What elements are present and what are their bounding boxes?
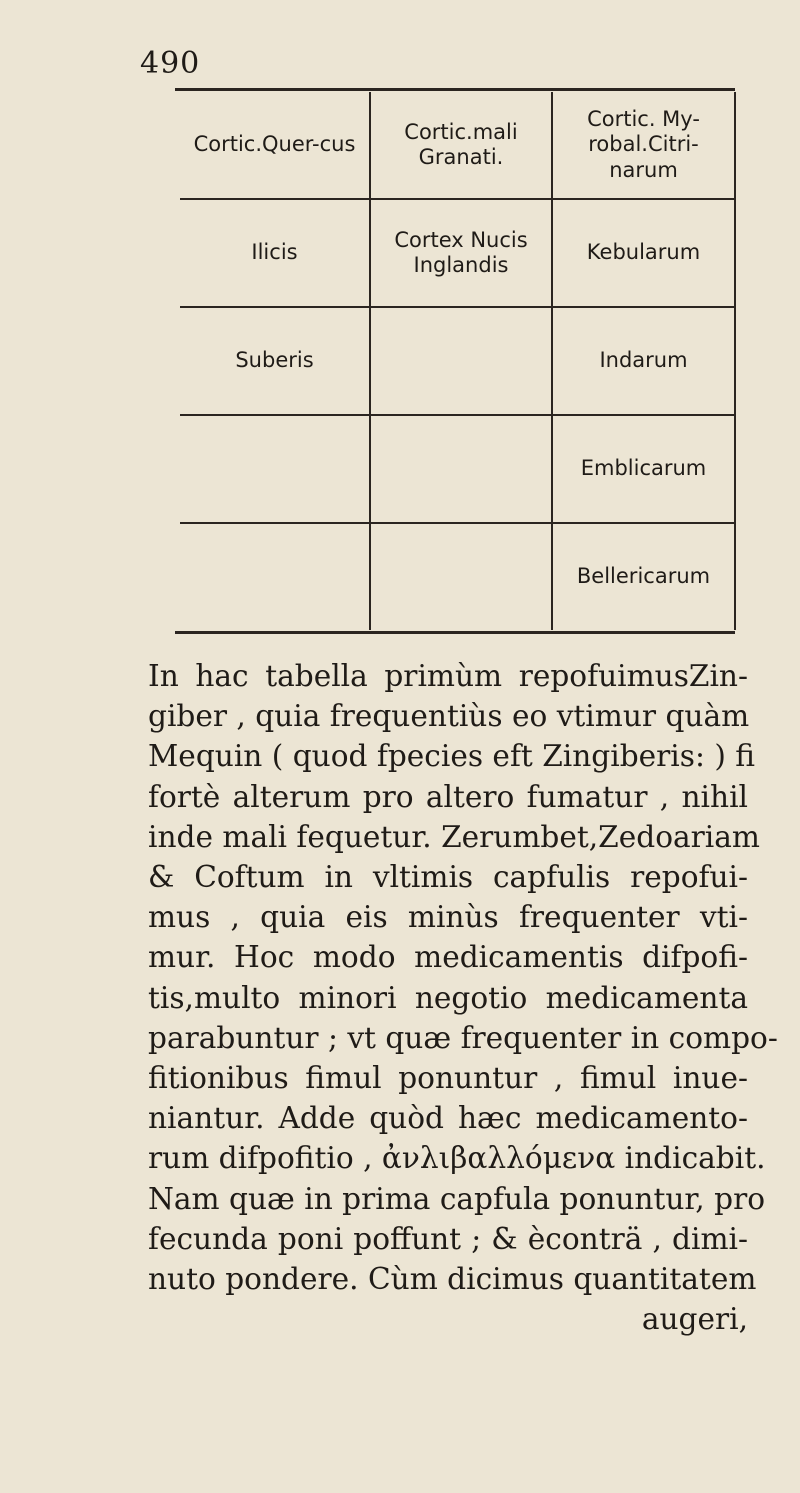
text-line: fecunda poni poffunt ; & èconträ , dimi- [148,1221,748,1256]
table-cell: Cortic. My-robal.Citri-narum [552,92,735,199]
table-cell [180,523,370,630]
table-cell: Indarum [552,307,735,415]
table-cell: Cortic.Quer-cus [180,92,370,199]
text-line: inde mali fequetur. Zerumbet,Zedoariam [148,819,760,854]
table-cell [370,523,552,630]
table-cell [180,415,370,523]
table-row [180,415,735,523]
table-row [180,523,735,630]
text-line: giber , quia frequentiùs eo vtimur quàm [148,699,750,734]
table-cell: Emblicarum [552,415,735,523]
text-line: mus , quia eis minùs frequenter vti- [148,900,748,935]
table-cell: Cortex Nucis Inglandis [370,199,552,307]
table-cell [370,415,552,523]
table-cell: Suberis [180,307,370,415]
text-line: Mequin ( quod fpecies eft Zingiberis: ) fi [148,739,756,774]
table-cell: Cortic.mali Granati. [370,92,552,199]
text-line: mur. Hoc modo medicamentis difpofi- [148,940,748,975]
text-line: In hac tabella primùm repofuimusZin- [148,659,748,693]
text-line: Nam quæ in prima capfula ponuntur, pro [148,1181,766,1216]
table [180,92,736,630]
page-number: 490 [140,46,201,81]
text-line: niantur. Adde quòd hæc medicamento- [148,1101,748,1136]
table-cell [370,307,552,415]
text-line: fortè alterum pro altero fumatur , nihil [148,779,748,814]
body-text [148,656,778,1339]
table-cell: Ilicis [180,199,370,307]
text-line: nuto pondere. Cùm dicimus quantitatem [148,1262,757,1297]
text-line: tis,multo minori negotio medicamenta [148,980,748,1015]
table-row [180,307,735,415]
text-line: rum difpofitio , ἀνλιβαλλόμενα indicabit. [148,1141,766,1176]
table-row [180,92,735,199]
text-line: parabuntur ; vt quæ frequenter in compo- [148,1020,778,1055]
table-top-rule [175,88,735,91]
table-bottom-rule [175,631,735,634]
text-line: & Coftum in vltimis capfulis repofui- [148,860,748,895]
catchword: augeri, [641,1302,748,1337]
bark-table [180,92,735,630]
table-row [180,199,735,307]
table-cell: Kebularum [552,199,735,307]
text-line: fitionibus fimul ponuntur , fimul inue- [148,1061,748,1096]
table-cell: Bellericarum [552,523,735,630]
